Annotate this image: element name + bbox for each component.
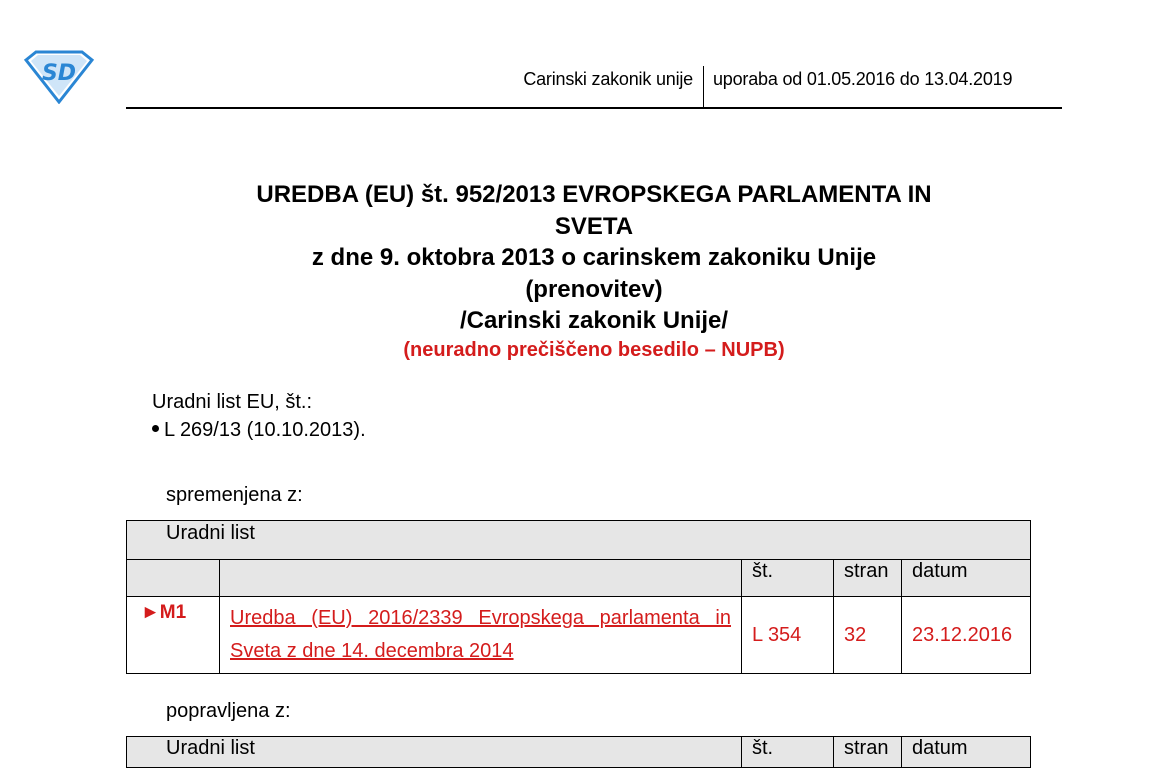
official-journal-ref: L 269/13 (10.10.2013). xyxy=(164,419,366,441)
cell-date: 23.12.2016 xyxy=(902,597,1031,674)
note-suffix: ) xyxy=(777,338,785,361)
unofficial-note xyxy=(126,337,1062,363)
note-abbreviation: NUPB xyxy=(721,338,778,361)
official-journal-item xyxy=(152,419,366,442)
amendments-table xyxy=(126,520,1031,674)
header-rule xyxy=(126,107,1062,109)
title-line: (prenovitev) xyxy=(525,275,663,303)
bullet-icon xyxy=(152,425,159,432)
table-caption-row xyxy=(127,521,1031,560)
table-caption: Uradni list xyxy=(127,737,742,768)
header-cell-date: datum xyxy=(902,560,1031,597)
title-line: UREDBA (EU) št. 952/2013 EVROPSKEGA PARLAMENTA IN xyxy=(256,181,932,208)
amended-label: spremenjena z: xyxy=(166,484,303,506)
document-name: Carinski zakonik unije xyxy=(523,69,693,89)
table-row xyxy=(127,597,1031,674)
svg-text:SD: SD xyxy=(41,61,77,86)
table-header-row xyxy=(127,560,1031,597)
cell-page: 32 xyxy=(834,597,902,674)
title-line: SVETA xyxy=(554,212,634,240)
cell-no: L 354 xyxy=(742,597,834,674)
header-cell-no: št. xyxy=(742,737,834,768)
header-cell-page: stran xyxy=(834,560,902,597)
validity-period: uporaba od 01.05.2016 do 13.04.2019 xyxy=(713,69,1013,89)
document-title xyxy=(126,179,1062,363)
table-header-row xyxy=(127,737,1031,768)
header-cell-title xyxy=(220,560,742,597)
header-cell-page: stran xyxy=(834,737,902,768)
sd-logo-icon xyxy=(22,50,96,104)
amendment-link[interactable]: Uredba (EU) 2016/2339 Evropskega parlamenta in Sveta z dne 14. decembra 2014 xyxy=(230,607,731,662)
note-prefix: (neuradno prečiščeno besedilo – xyxy=(403,338,722,361)
header-cell-no: št. xyxy=(742,560,834,597)
header-separator xyxy=(703,66,704,108)
title-line: z dne 9. oktobra 2013 o carinskem zakoniku Unije xyxy=(311,244,877,271)
corrections-table xyxy=(126,736,1031,768)
corrected-label: popravljena z: xyxy=(166,700,291,722)
official-journal-label: Uradni list EU, št.: xyxy=(152,391,313,413)
header-cell-date: datum xyxy=(902,737,1031,768)
amendment-marker[interactable]: ►M1 xyxy=(141,602,187,623)
table-caption: Uradni list xyxy=(127,521,1031,560)
title-line: /Carinski zakonik Unije/ xyxy=(459,307,729,334)
header-cell-marker xyxy=(127,560,220,597)
